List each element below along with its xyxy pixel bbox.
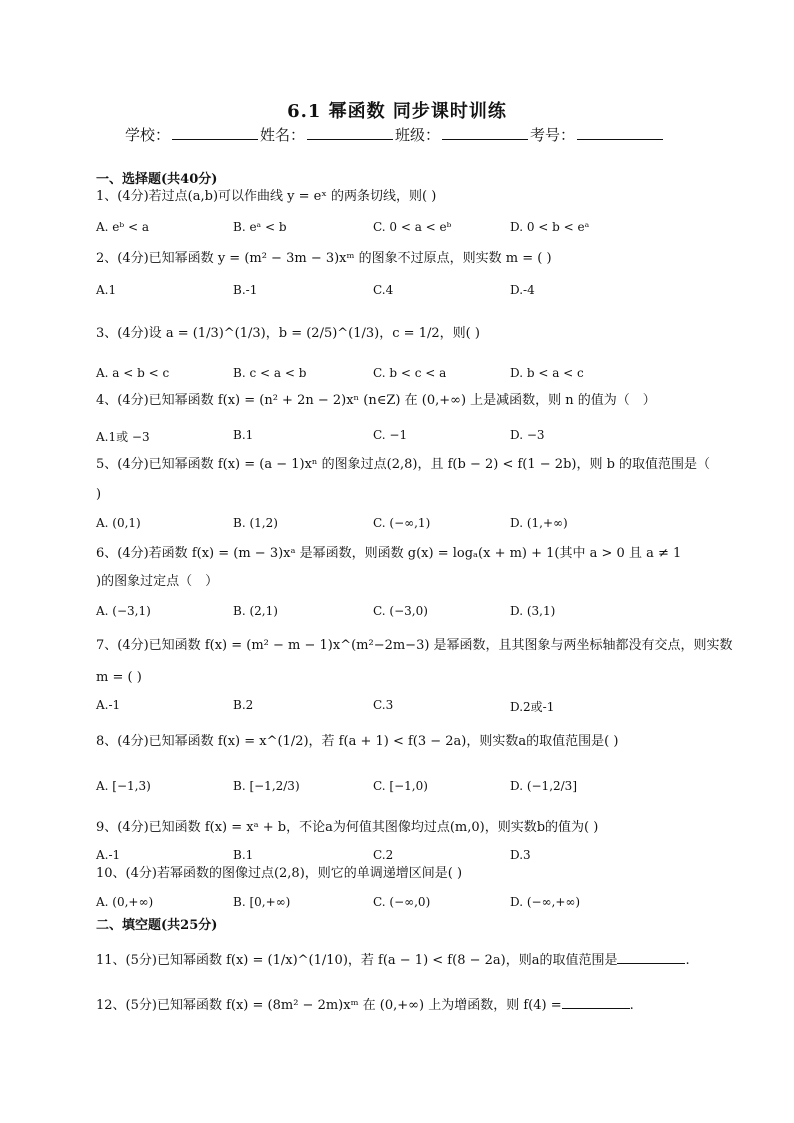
option-a[interactable]: A. eᵇ < a	[96, 220, 150, 234]
option-c[interactable]: C.3	[373, 698, 394, 712]
page-title: 6.1 幂函数 同步课时训练	[287, 101, 507, 122]
question-11-end: .	[685, 953, 690, 968]
options-2	[96, 283, 696, 301]
option-b[interactable]: B.2	[233, 698, 254, 712]
question-12	[96, 996, 696, 1015]
question-7-line2: m = ( )	[96, 670, 142, 685]
option-d[interactable]: D.2或-1	[510, 700, 555, 714]
option-c[interactable]: C. [−1,0)	[373, 779, 428, 793]
option-a[interactable]: A. [−1,3)	[96, 779, 151, 793]
option-d[interactable]: D. (−1,2/3]	[510, 779, 578, 793]
options-3	[96, 366, 696, 384]
option-c[interactable]: C. 0 < a < eᵇ	[373, 220, 452, 234]
option-b[interactable]: B. (2,1)	[233, 604, 278, 618]
class-label: 班级：	[395, 126, 441, 144]
option-b[interactable]: B. (1,2)	[233, 516, 278, 530]
option-c[interactable]: C. −1	[373, 428, 408, 442]
question-4: 4、(4分)已知幂函数 f(x) = (n² + 2n − 2)xⁿ (n∈Z) 在 (0,+∞) 上是减函数，则 n 的值为（ ）	[96, 393, 656, 408]
option-a[interactable]: A. (0,1)	[96, 516, 141, 530]
option-c[interactable]: C. b < c < a	[373, 366, 447, 380]
option-b[interactable]: B. [0,+∞)	[233, 895, 291, 909]
option-b[interactable]: B.1	[233, 428, 254, 442]
option-b[interactable]: B. [−1,2/3)	[233, 779, 300, 793]
option-c[interactable]: C.2	[373, 848, 394, 862]
option-d[interactable]: D.-4	[510, 283, 535, 297]
options-1	[96, 220, 696, 238]
question-6-line2: )的图象过定点（ ）	[96, 574, 219, 589]
options-9	[96, 848, 696, 866]
question-7	[96, 637, 733, 687]
options-10	[96, 895, 696, 913]
question-12-text: 12、(5分)已知幂函数 f(x) = (8m² − 2m)xᵐ 在 (0,+∞) 上为增函数，则 f(4) =	[96, 998, 562, 1013]
question-11-text: 11、(5分)已知幂函数 f(x) = (1/x)^(1/10)，若 f(a − 1) < f(8 − 2a)，则a的取值范围是	[96, 953, 618, 968]
question-11	[96, 951, 696, 970]
option-a[interactable]: A.-1	[96, 698, 121, 712]
option-d[interactable]: D. 0 < b < eᵃ	[510, 220, 590, 234]
id-field[interactable]	[577, 125, 663, 140]
question-1: 1、(4分)若过点(a,b)可以作曲线 y = eˣ 的两条切线，则( )	[96, 189, 437, 204]
options-5	[96, 516, 696, 534]
question-10: 10、(4分)若幂函数的图像过点(2,8)，则它的单调递增区间是( )	[96, 866, 463, 881]
section-title-fill: 二、填空题(共25分)	[96, 918, 218, 933]
options-4	[96, 428, 696, 446]
student-info-row	[125, 124, 685, 145]
option-c[interactable]: C.4	[373, 283, 394, 297]
option-b[interactable]: B.-1	[233, 283, 258, 297]
option-a[interactable]: A.1	[96, 283, 117, 297]
question-8: 8、(4分)已知幂函数 f(x) = x^(1/2)，若 f(a + 1) < f(3 − 2a)，则实数a的取值范围是( )	[96, 734, 619, 749]
question-9: 9、(4分)已知函数 f(x) = xᵃ + b，不论a为何值其图像均过点(m,0)，则实数b的值为( )	[96, 820, 599, 835]
question-6-line1: 6、(4分)若函数 f(x) = (m − 3)xᵃ 是幂函数，则函数 g(x) = logₐ(x + m) + 1(其中 a > 0 且 a ≠ 1	[96, 546, 682, 561]
option-d[interactable]: D. b < a < c	[510, 366, 584, 380]
question-5-line1: 5、(4分)已知幂函数 f(x) = (a − 1)xⁿ 的图象过点(2,8)，且 f(b − 2) < f(1 − 2b)，则 b 的取值范围是（	[96, 457, 711, 472]
option-a[interactable]: A.1或 −3	[96, 430, 150, 444]
answer-blank-11[interactable]	[617, 951, 685, 964]
option-a[interactable]: A. a < b < c	[96, 366, 170, 380]
question-12-end: .	[629, 998, 634, 1013]
option-d[interactable]: D. (1,+∞)	[510, 516, 568, 530]
options-8	[96, 779, 696, 797]
question-3: 3、(4分)设 a = (1/3)^(1/3)，b = (2/5)^(1/3)，c = 1/2，则( )	[96, 326, 480, 341]
options-6	[96, 604, 696, 622]
option-a[interactable]: A. (0,+∞)	[96, 895, 154, 909]
option-c[interactable]: C. (−3,0)	[373, 604, 428, 618]
name-label: 姓名：	[260, 126, 306, 144]
school-label: 学校：	[125, 126, 171, 144]
answer-blank-12[interactable]	[562, 996, 630, 1009]
class-field[interactable]	[442, 125, 528, 140]
option-d[interactable]: D. (−∞,+∞)	[510, 895, 581, 909]
option-a[interactable]: A. (−3,1)	[96, 604, 151, 618]
option-b[interactable]: B. c < a < b	[233, 366, 307, 380]
option-a[interactable]: A.-1	[96, 848, 121, 862]
question-2: 2、(4分)已知幂函数 y = (m² − 3m − 3)xᵐ 的图象不过原点，则实数 m = ( )	[96, 251, 552, 266]
question-5-line2: )	[96, 487, 102, 502]
option-b[interactable]: B. eᵃ < b	[233, 220, 287, 234]
options-7	[96, 698, 696, 716]
option-c[interactable]: C. (−∞,0)	[373, 895, 431, 909]
question-5	[96, 456, 711, 504]
question-7-line1: 7、(4分)已知函数 f(x) = (m² − m − 1)x^(m²−2m−3) 是幂函数，且其图象与两坐标轴都没有交点，则实数	[96, 638, 733, 653]
option-d[interactable]: D. (3,1)	[510, 604, 556, 618]
option-b[interactable]: B.1	[233, 848, 254, 862]
school-field[interactable]	[172, 125, 258, 140]
option-c[interactable]: C. (−∞,1)	[373, 516, 431, 530]
name-field[interactable]	[307, 125, 393, 140]
id-label: 考号：	[530, 126, 576, 144]
option-d[interactable]: D. −3	[510, 428, 545, 442]
option-d[interactable]: D.3	[510, 848, 531, 862]
section-title-choice: 一、选择题(共40分)	[96, 172, 218, 187]
question-6	[96, 545, 696, 591]
